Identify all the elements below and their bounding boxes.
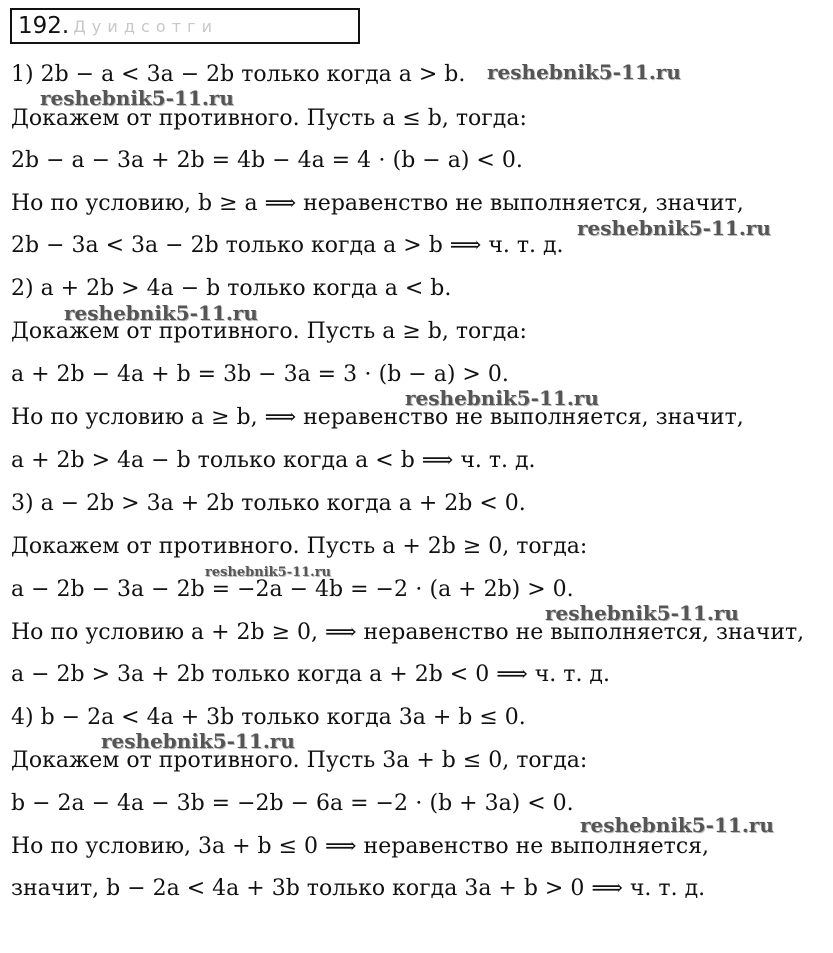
text-line: Докажем от противного. Пусть 3a + b ≤ 0, тогда:: [11, 748, 588, 773]
text-line: Докажем от противного. Пусть a + 2b ≥ 0, тогда:: [11, 534, 588, 559]
text-line: a + 2b − 4a + b = 3b − 3a = 3 ⋅ (b − a) > 0.: [11, 362, 509, 387]
problem-number: 192.: [18, 13, 70, 39]
text-line: 2b − 3a < 3a − 2b только когда a > b ⟹ ч. т. д.: [11, 233, 564, 258]
text-line: Докажем от противного. Пусть a ≥ b, тогда:: [11, 319, 527, 344]
watermark: reshebnik5-11.ru: [545, 601, 739, 625]
text-line: значит, b − 2a < 4a + 3b только когда 3a + b > 0 ⟹ ч. т. д.: [11, 876, 706, 901]
watermark: reshebnik5-11.ru: [40, 86, 234, 110]
watermark: reshebnik5-11.ru: [64, 301, 258, 325]
watermark: reshebnik5-11.ru: [487, 60, 681, 84]
text-line: 4) b − 2a < 4a + 3b только когда 3a + b ≤ 0.: [11, 705, 526, 730]
watermark: reshebnik5-11.ru: [101, 729, 295, 753]
problem-title-faint: Д у и д с о т г и: [73, 16, 213, 36]
problem-header: [10, 8, 360, 44]
text-line: Но по условию a ≥ b, ⟹ неравенство не выполняется, значит,: [11, 405, 744, 430]
text-line: Но по условию a + 2b ≥ 0, ⟹ неравенство не выполняется, значит,: [11, 620, 805, 645]
watermark: reshebnik5-11.ru: [205, 565, 332, 580]
text-line: Но по условию, b ≥ a ⟹ неравенство не выполняется, значит,: [11, 191, 744, 216]
watermark: reshebnik5-11.ru: [580, 813, 774, 837]
text-line: 3) a − 2b > 3a + 2b только когда a + 2b < 0.: [11, 491, 526, 516]
text-line: Докажем от противного. Пусть a ≤ b, тогда:: [11, 106, 527, 131]
text-line: Но по условию, 3a + b ≤ 0 ⟹ неравенство не выполняется,: [11, 834, 710, 859]
text-line: 1) 2b − a < 3a − 2b только когда a > b.: [11, 62, 466, 87]
text-line: a + 2b > 4a − b только когда a < b ⟹ ч. т. д.: [11, 448, 536, 473]
text-line: 2b − a − 3a + 2b = 4b − 4a = 4 ⋅ (b − a) < 0.: [11, 148, 523, 173]
text-line: a − 2b > 3a + 2b только когда a + 2b < 0 ⟹ ч. т. д.: [11, 662, 610, 687]
text-line: 2) a + 2b > 4a − b только когда a < b.: [11, 276, 452, 301]
text-line: a − 2b − 3a − 2b = −2a − 4b = −2 ⋅ (a + 2b) > 0.: [11, 577, 574, 602]
watermark: reshebnik5-11.ru: [577, 216, 771, 240]
watermark: reshebnik5-11.ru: [405, 386, 599, 410]
text-line: b − 2a − 4a − 3b = −2b − 6a = −2 ⋅ (b + 3a) < 0.: [11, 791, 574, 816]
